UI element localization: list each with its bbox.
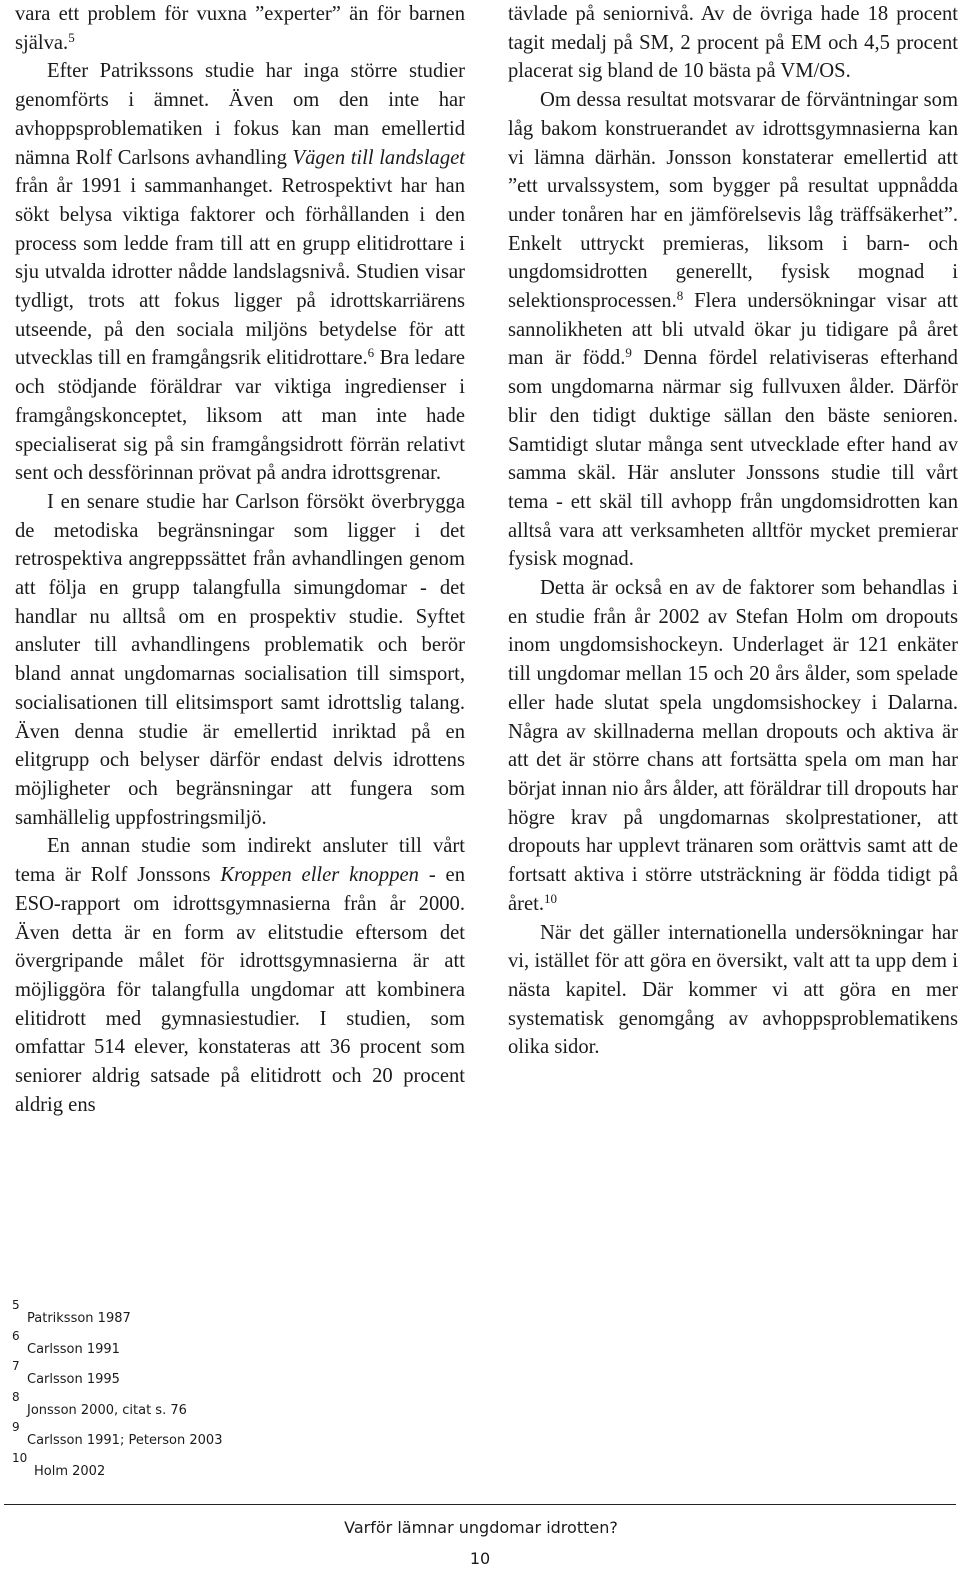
paragraph: tävlade på seniornivå. Av de övriga hade 18 procent tagit medalj på SM, 2 procent på EM och 4,5 procent placerat sig bland de 10 bästa på VM/OS.	[508, 3, 958, 83]
footnote-number: 7	[12, 1359, 20, 1374]
running-title-text: Varför lämnar ungdomar idrotten?	[344, 1518, 618, 1537]
footnote-ref[interactable]: 6	[367, 345, 375, 361]
footnote-ref[interactable]: 8	[676, 288, 684, 304]
paragraph: När det gäller internationella undersökningar har vi, istället för att göra en översikt, valt att ta upp dem i nästa kapitel. Där kommer vi att göra en mer systematisk genomgång av avhoppsproblematikens olika sidor.	[508, 921, 958, 1059]
paragraph	[508, 574, 958, 918]
book-title: Vägen till landslaget	[292, 146, 465, 169]
paragraph-text: Bra ledare och stödjande föräldrar var viktiga ingredienser i framgångskonceptet, liksom att man inte hade specialiserat sig på sin framgångsidrott förrän relativt sent och dessförinnan prövat på andra idrottsgrenar.	[15, 347, 465, 485]
footnote-number: 5	[12, 1298, 20, 1312]
footnote-text: Carlsson 1995	[27, 1372, 120, 1388]
footnote-number: 8	[12, 1389, 20, 1404]
footer-divider	[4, 1504, 956, 1505]
paragraph	[15, 832, 465, 1119]
footnote-text: Holm 2002	[34, 1463, 106, 1479]
paragraph-text: En annan studie som indirekt ansluter till vårt tema är Rolf Jonssons	[15, 835, 465, 887]
running-title	[0, 1518, 960, 1537]
page-number: 10	[469, 1549, 491, 1568]
paragraph	[15, 57, 465, 488]
footnote-ref[interactable]: 10	[544, 890, 558, 906]
footnote-number: 10	[12, 1450, 28, 1465]
paragraph	[508, 86, 958, 574]
footnote-text: Jonsson 2000, citat s. 76	[27, 1402, 187, 1418]
report-title: Kroppen eller knoppen	[220, 864, 419, 887]
footnote-number: 9	[12, 1420, 20, 1435]
paragraph: I en senare studie har Carlson försökt överbrygga de metodiska begränsningar som ligger i det retrospektiva angreppssättet från avhandlingen genom att följa en grupp talangfulla simungdomar - det handlar nu alltså om en prospektiv studie. Syftet ansluter till avhandlingens problematik och berör bland annat ungdomarnas socialisation till simsport, socialisationen till elitsimsport samt idrottslig talang. Även denna studie är emellertid inriktad på en elitgrupp och belyser därför endast delvis idrottens möjligheter och begränsningar att fungera som samhällelig uppfostringsmiljö.	[15, 490, 465, 829]
paragraph-text: Efter Patrikssons studie har inga större studier genomförts i ämnet. Även om den inte har avhoppsproblematiken i fokus kan man emellertid nämna Rolf Carlsons avhandling	[15, 60, 465, 169]
paragraph	[15, 0, 465, 57]
footnote-number: 6	[12, 1328, 20, 1343]
paragraph-text: Flera undersökningar visar att sannolikheten att bli utvald ökar ju tidigare på året man är född.	[508, 290, 958, 370]
footnote-text: Carlsson 1991; Peterson 2003	[27, 1433, 223, 1449]
paragraph-text: Denna fördel relativiseras efterhand som ungdomarna närmar sig fullvuxen ålder. Därför blir den tidigt duktige sällan den bäste senioren. Samtidigt slutar många sent utvecklade efter hand av samma skäl. Här ansluter Jonssons studie till vårt tema - ett skäl till avhopp från ungdomsidrotten kan alltså vara att verksamheten alltför mycket premierar fysisk mognad.	[508, 347, 958, 571]
footnote-ref[interactable]: 5	[68, 29, 75, 45]
paragraph-text: från år 1991 i sammanhanget. Retrospektivt har han sökt belysa viktiga faktorer och förhållanden i den process som ledde fram till att en grupp elitidrottare i sju utvalda idrotter nådde landslagsnivå. Studien visar tydligt, trots att fokus ligger på idrottskarriärens utseende, på den sociala miljöns betydelse för att utvecklas till en framgångsrik elitidrottare.	[15, 175, 465, 370]
footnote-text: Carlsson 1991	[27, 1341, 120, 1357]
footnote-ref[interactable]: 9	[625, 345, 632, 361]
paragraph-text: Om dessa resultat motsvarar de förväntningar som låg bakom konstruerandet av idrottsgymnasierna kan vi lämna därhän. Jonsson konstaterar emellertid att ”ett urvalssystem, som bygger på resultat uppnådda under tonåren har en jämförelsevis låg träffsäkerhet”. Enkelt uttryckt premieras, liksom i barn- och ungdomsidrotten generellt, fysisk mognad i selektionsprocessen.	[508, 89, 958, 313]
paragraph-text: - en ESO-rapport om idrottsgymnasierna från år 2000. Även detta är en form av elitstudie eftersom det övergripande målet för idrottsgymnasierna är att möjliggöra för talangfulla ungdomar att kombinera elitidrott med gymnasiestudier. I studien, som omfattar 514 elever, konstateras att 36 procent som seniorer aldrig satsade på elitidrott och 20 procent aldrig ens	[15, 864, 465, 1116]
left-text-column	[15, 0, 465, 1119]
right-text-column	[508, 0, 958, 1062]
footnote-text: Patriksson 1987	[27, 1311, 131, 1326]
paragraph-text: vara ett problem för vuxna ”experter” än för barnen själva.	[15, 3, 465, 54]
paragraph-text: Detta är också en av de faktorer som behandlas i en studie från år 2002 av Stefan Holm om dropouts inom ungdomsishockeyn. Underlaget är 121 enkäter till ungdomar mellan 15 och 20 års ålder, som spelade eller hade slutat spela ungdomsishockey i Dalarna. Några av skillnaderna mellan dropouts och aktiva är att det är större chans att fortsätta spela om man har börjat innan nio års ålder, att föräldrar till dropouts har högre krav på ungdomarnas skolprestationer, att dropouts har upplevt tränaren som orättvis samt att de fortsatt aktiva i större utsträckning är födda tidigt på året.	[508, 577, 958, 915]
